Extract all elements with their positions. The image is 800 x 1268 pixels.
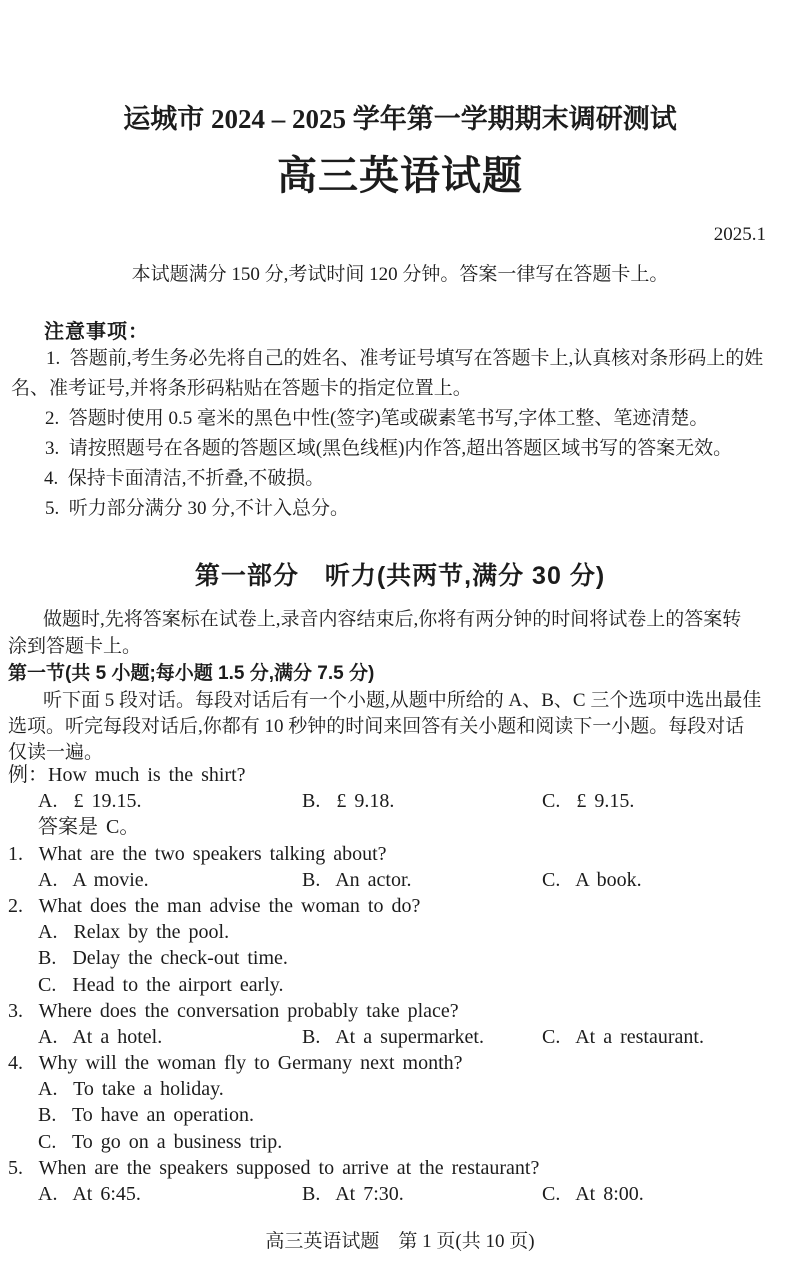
question-5-prompt: 5. When are the speakers supposed to arrive at the restaurant? bbox=[8, 1156, 540, 1179]
question-1-option-b: B. An actor. bbox=[302, 868, 412, 891]
question-5-option-a: A. At 6:45. bbox=[38, 1183, 141, 1205]
section1-intro-line-1: 听下面 5 段对话。每段对话后有一个小题,从题中所给的 A、B、C 三个选项中选出最佳 bbox=[43, 690, 762, 711]
part1-intro-line-2: 涂到答题卡上。 bbox=[8, 636, 142, 657]
example-answer-note: 答案是 C。 bbox=[38, 816, 140, 839]
question-2-option-a: A. Relax by the pool. bbox=[38, 921, 230, 944]
notice-item-1-line-2: 名、准考证号,并将条形码粘贴在答题卡的指定位置上。 bbox=[11, 378, 472, 399]
question-3-option-c: C. At a restaurant. bbox=[542, 1025, 704, 1048]
example-option-a: A. £ 19.15. bbox=[38, 790, 142, 813]
page-title: 运城市 2024 – 2025 学年第一学期期末调研测试 bbox=[123, 104, 677, 134]
question-2-prompt: 2. What does the man advise the woman to do? bbox=[8, 894, 421, 917]
part1-heading: 第一部分 听力(共两节,满分 30 分) bbox=[194, 562, 606, 590]
notice-heading: 注意事项： bbox=[44, 321, 149, 343]
question-3-options-row bbox=[8, 1024, 793, 1050]
notice-item-4: 4. 保持卡面清洁,不折叠,不破损。 bbox=[44, 468, 325, 489]
question-4-prompt: 4. Why will the woman fly to Germany next month? bbox=[8, 1052, 463, 1075]
example-option-c: C. £ 9.15. bbox=[542, 790, 635, 813]
question-5-option-b: B. At 7:30. bbox=[302, 1183, 404, 1205]
page-subtitle: 高三英语试题 bbox=[277, 153, 523, 198]
question-4-option-c: C. To go on a business trip. bbox=[38, 1130, 283, 1153]
section1-intro-line-3: 仅读一遍。 bbox=[8, 742, 104, 763]
question-2-option-c: C. Head to the airport early. bbox=[38, 973, 284, 996]
notice-item-3: 3. 请按照题号在各题的答题区域(黑色线框)内作答,超出答题区域书写的答案无效。 bbox=[45, 438, 733, 459]
example-option-b: B. £ 9.18. bbox=[302, 790, 395, 813]
example-options-row bbox=[8, 788, 793, 814]
notice-item-2: 2. 答题时使用 0.5 毫米的黑色中性(签字)笔或碳素笔书写,字体工整、笔迹清楚。 bbox=[45, 408, 709, 429]
question-2-option-b: B. Delay the check-out time. bbox=[38, 947, 288, 970]
exam-date: 2025.1 bbox=[713, 224, 766, 245]
listening-questions bbox=[8, 762, 793, 1207]
question-3-option-b: B. At a supermarket. bbox=[302, 1025, 484, 1048]
question-4-option-a: A. To take a holiday. bbox=[38, 1078, 224, 1101]
notice-item-5: 5. 听力部分满分 30 分,不计入总分。 bbox=[45, 498, 350, 519]
question-3-option-a: A. At a hotel. bbox=[38, 1025, 163, 1048]
question-5-option-c: C. At 8:00. bbox=[542, 1183, 644, 1205]
question-4-option-b: B. To have an operation. bbox=[38, 1104, 254, 1127]
notice-item-1-line-1: 1. 答题前,考生务必先将自己的姓名、准考证号填写在答题卡上,认真核对条形码上的姓 bbox=[46, 348, 764, 369]
section1-intro-line-2: 选项。听完每段对话后,你都有 10 秒钟的时间来回答有关小题和阅读下一小题。每段对话 bbox=[8, 716, 745, 737]
question-1-prompt: 1. What are the two speakers talking about? bbox=[8, 842, 387, 865]
question-1-options-row bbox=[8, 867, 793, 893]
question-1-option-a: A. A movie. bbox=[38, 868, 149, 891]
part1-intro-line-1: 做题时,先将答案标在试卷上,录音内容结束后,你将有两分钟的时间将试卷上的答案转 bbox=[43, 609, 742, 630]
example-prompt: 例：How much is the shirt? bbox=[8, 764, 246, 786]
question-3-prompt: 3. Where does the conversation probably take place? bbox=[8, 999, 459, 1022]
page-footer: 高三英语试题 第 1 页(共 10 页) bbox=[265, 1231, 535, 1252]
question-5-options-row bbox=[8, 1181, 793, 1207]
question-1-option-c: C. A book. bbox=[542, 868, 642, 891]
section1-heading: 第一节(共 5 小题;每小题 1.5 分,满分 7.5 分) bbox=[8, 663, 375, 684]
exam-intro-line: 本试题满分 150 分,考试时间 120 分钟。答案一律写在答题卡上。 bbox=[131, 264, 669, 285]
